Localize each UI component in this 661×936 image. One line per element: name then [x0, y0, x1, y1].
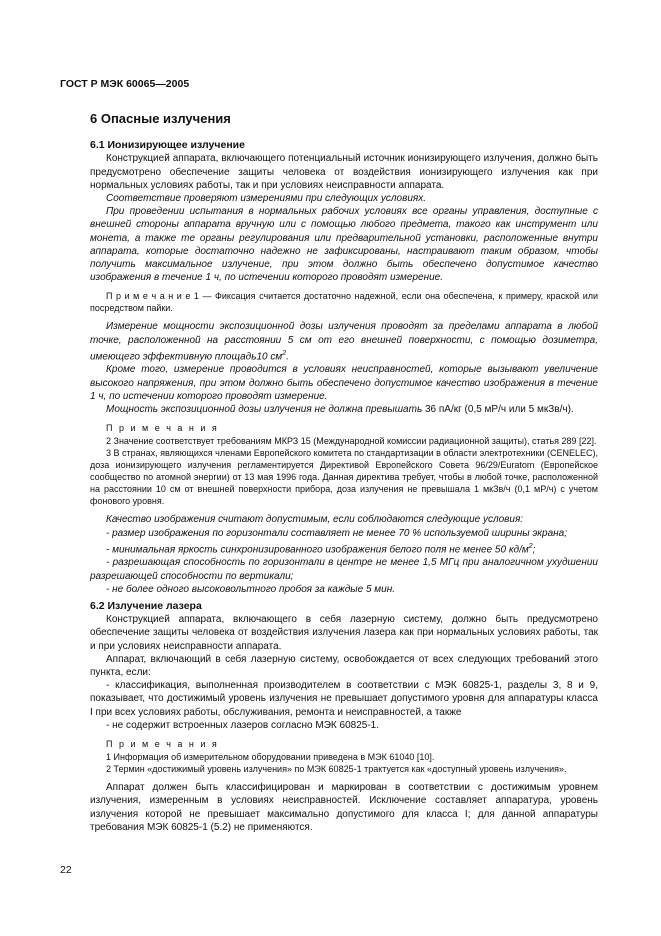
paragraph	[90, 320, 598, 363]
list-item	[90, 540, 598, 557]
paragraph: Кроме того, измерение проводится в условиях неисправностей, которые вызывают увеличение высокого напряжения, при этом должно быть обеспечено допустимое качество изображения в течение 1 ч, по истечении которого проводят измерение.	[90, 364, 598, 402]
paragraph-text: 36 пА/кг (0,5 мР/ч или 5 мкЗв/ч).	[422, 403, 574, 415]
superscript: 2	[282, 349, 287, 357]
paragraph-text: Измерение мощности экспозиционной дозы излучения проводят за пределами аппарата в любой точке, расположенной на расстоянии 5 см от его внешней поверхности, с помощью дозиметра, имеющего эффективную площадь10 см	[90, 321, 598, 363]
list-item: - классификация, выполненная производителем в соответствии с МЭК 60825-1, разделы 3, 8 и 9, показывает, что достижимый уровень излучения не превышает допустимого уровня для аппаратуры класса I при всех условиях работы, обслуживания, ремонта и неисправностей, а также	[90, 680, 598, 718]
notes-label: П р и м е ч а н и я	[106, 423, 219, 434]
note-1	[90, 290, 598, 314]
list-item: - не содержит встроенных лазеров согласно МЭК 60825-1.	[106, 719, 379, 731]
list-item: - разрешающая способность по горизонтали в центре не менее 1,5 МГц при аналогичном ухудшении разрешающей способности по вертикали;	[90, 557, 598, 582]
note-2: 2 Значение соответствует требованиям МКРЗ 15 (Международной комиссии радиационной защиты), статья 289 [22].	[106, 436, 597, 447]
list-item-text: - минимальная яркость синхронизированного изображения белого поля не менее 50 кд/м	[106, 544, 529, 556]
paragraph: Конструкцией аппарата, включающего в себя лазерную систему, должно быть предусмотрено обеспечение защиты человека от воздействия излучения лазера как при нормальных условиях работы, так и при условиях неисправности аппарата.	[90, 614, 598, 652]
page-number: 22	[60, 864, 72, 876]
list-item: - не более одного высоковольтного пробоя за каждые 5 мин.	[106, 583, 396, 595]
note-1: 1 Информация об измерительном оборудовании приведена в МЭК 61040 [10].	[106, 752, 435, 763]
list-item: - размер изображения по горизонтали составляет не менее 70 % используемой ширины экрана;	[106, 527, 567, 539]
list-item-end: ;	[532, 544, 536, 556]
paragraph: При проведении испытания в нормальных рабочих условиях все органы управления, доступные с внешней стороны аппарата вручную или с помощью любого предмета, такого как инструмент или монета, а также те органы регулирования или предварительной установки, расположенные внутри аппарата, которые достаточно надежно не зафиксированы, настраивают таким образом, чтобы получить максимальное излучение, при этом должно быть обеспечено допустимое качество изображения в течение 1 ч, по истечении которого проводят измерение.	[90, 206, 598, 284]
paragraph: Аппарат, включающий в себя лазерную систему, освобождается от всех следующих требований этого пункта, если:	[90, 653, 598, 678]
page-content	[90, 112, 598, 834]
paragraph: Аппарат должен быть классифицирован и маркирован в соответствии с достижимым уровнем излучения, измеренным в условиях неисправностей. Исключение составляет аппаратура, уровень излучения которой не превышает максимально допустимого для класса I; для данной аппаратуры требования МЭК 60825-1 (5.2) не применяются.	[90, 782, 598, 833]
note-text: — Фиксация считается достаточно надежной, если она обеспечена, к примеру, краской или посредством пайки.	[90, 291, 598, 314]
note-2: 2 Термин «достижимый уровень излучения» по МЭК 60825-1 трактуется как «доступный уровень излучения».	[106, 764, 567, 775]
paragraph: Конструкцией аппарата, включающего потенциальный источник ионизирующего излучения, должно быть предусмотрено обеспечение защиты человека от воздействия ионизирующего излучения как при нормальных условиях работы, так и при условиях неисправности аппарата.	[90, 153, 598, 191]
note-label: П р и м е ч а н и е 1	[106, 291, 199, 302]
note-3: 3 В странах, являющихся членами Европейского комитета по стандартизации в области электротехники (CENELEC), доза ионизирующего излучения регламентируется Директивой Европейского Совета 96/29/Euratom (Европейское сообщество по атомной энергии) от 13 мая 1996 года. Данная директива требует, чтобы в любой точке, расположенной на расстоянии 10 см от внешней поверхности прибора, доза излучения не превышала 1 мкЗв/ч (0,1 мР/ч) с учетом фонового уровня.	[90, 448, 598, 507]
paragraph: Качество изображения считают допустимым, если соблюдаются следующие условия:	[106, 514, 524, 526]
subsection-title-6-1: 6.1 Ионизирующее излучение	[90, 139, 245, 152]
section-title: 6 Опасные излучения	[90, 111, 231, 126]
paragraph-text: Мощность экспозиционной дозы излучения не должна превышать	[106, 403, 423, 415]
paragraph: Соответствие проверяют измерениями при следующих условиях.	[106, 193, 427, 205]
notes-label: П р и м е ч а н и я	[106, 738, 219, 749]
subsection-title-6-2: 6.2 Излучение лазера	[90, 599, 202, 612]
superscript: 2	[528, 542, 533, 550]
paragraph-end: .	[286, 351, 289, 363]
paragraph	[90, 403, 598, 416]
document-header: ГОСТ Р МЭК 60065—2005	[60, 78, 190, 90]
